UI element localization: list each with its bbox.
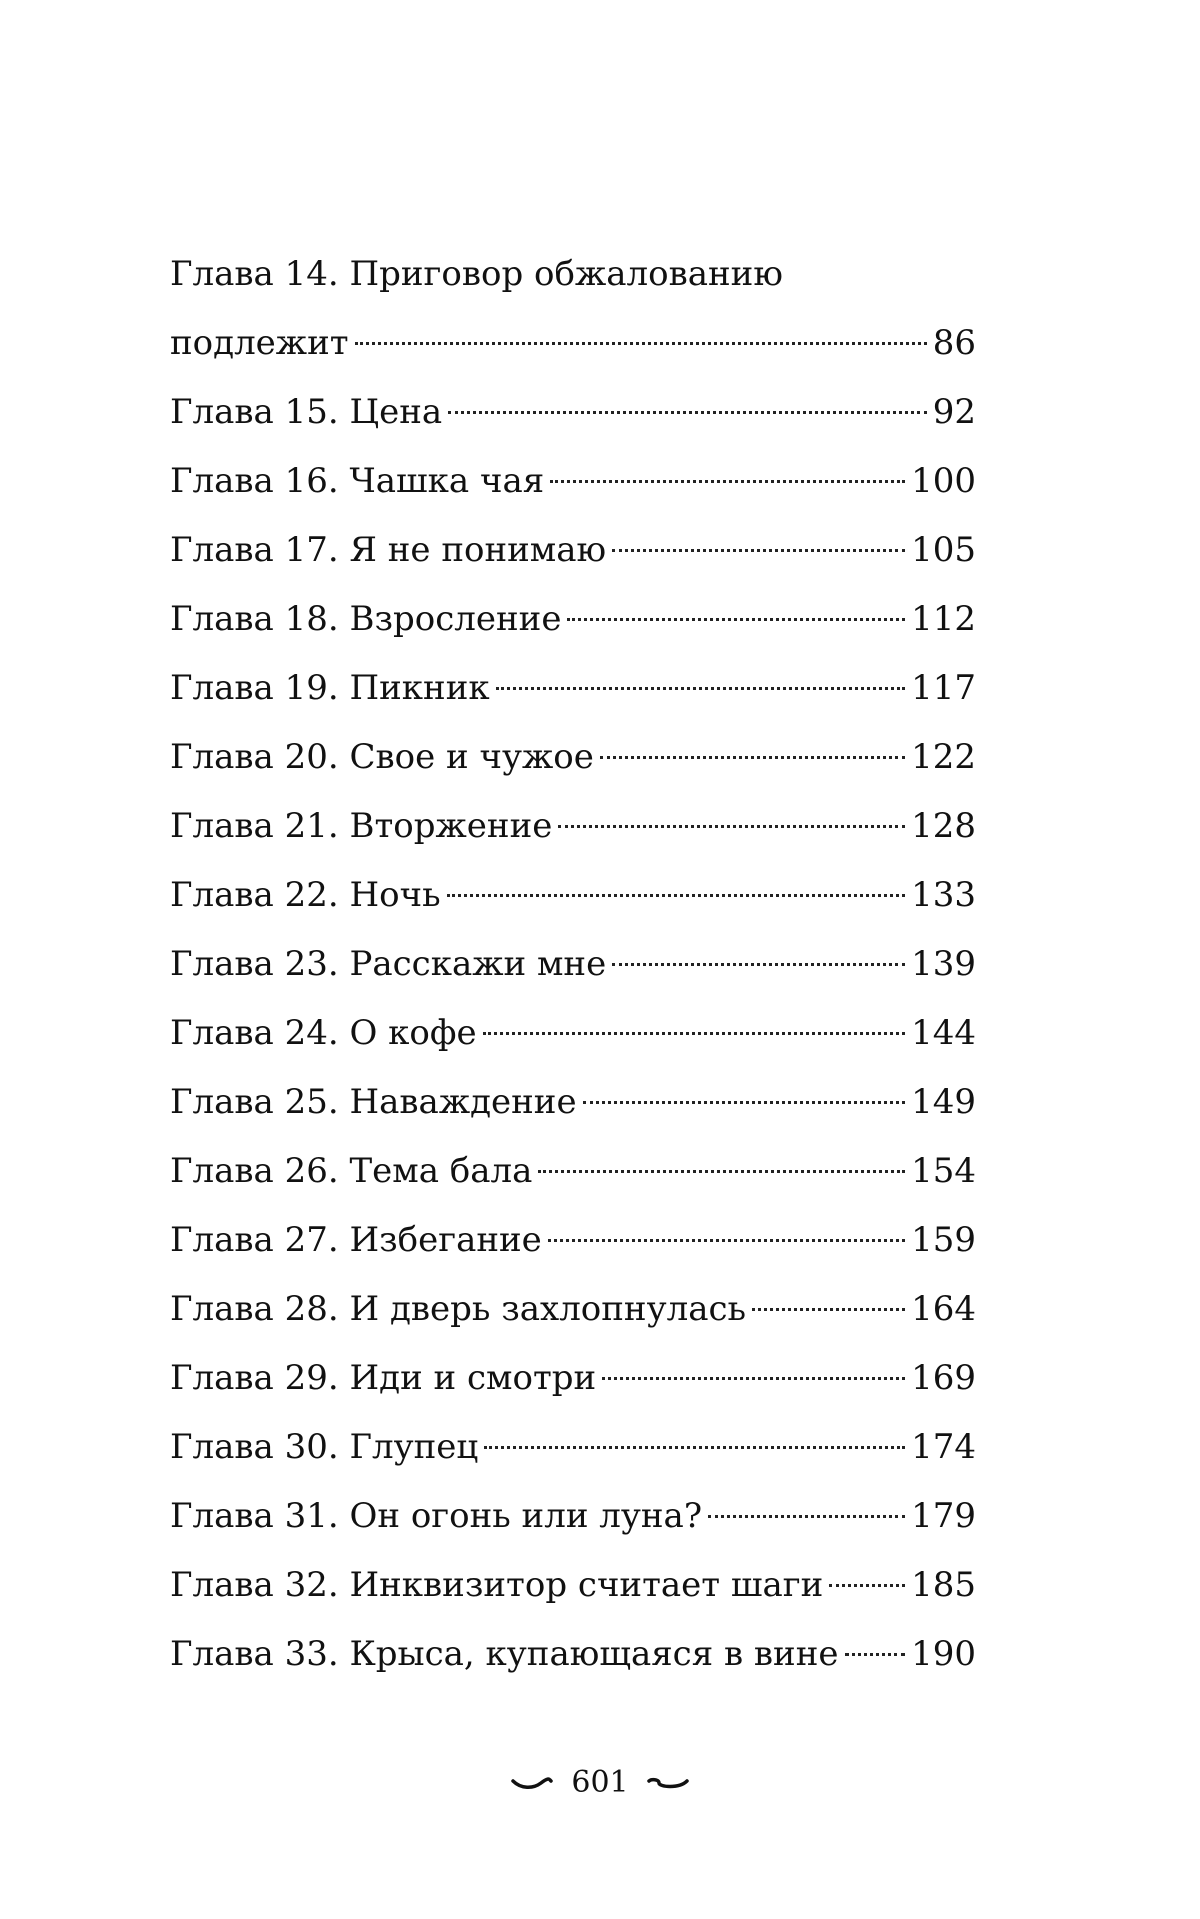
toc-entry bbox=[170, 516, 976, 585]
dot-leader bbox=[483, 1032, 905, 1035]
toc-entry-title: Глава 33. Крыса, купающаяся в вине bbox=[170, 1634, 839, 1674]
toc-entry bbox=[170, 999, 976, 1068]
table-of-contents bbox=[170, 240, 976, 1689]
page-footer bbox=[0, 1765, 1200, 1800]
dot-leader bbox=[708, 1515, 905, 1518]
toc-entry-title-line1 bbox=[170, 240, 976, 309]
toc-entry-title: Глава 28. И дверь захлопнулась bbox=[170, 1289, 747, 1329]
toc-entry-title: Глава 20. Свое и чужое bbox=[170, 737, 594, 777]
toc-entry-title: Глава 18. Взросление bbox=[170, 599, 562, 639]
toc-entry-title: Глава 30. Глупец bbox=[170, 1427, 479, 1467]
toc-entry-title: Глава 27. Избегание bbox=[170, 1220, 542, 1260]
toc-entry-title: подлежит bbox=[170, 323, 349, 363]
toc-entry-page: 190 bbox=[911, 1634, 976, 1674]
toc-entry-page: 112 bbox=[911, 599, 976, 639]
dot-leader bbox=[558, 825, 905, 828]
toc-entry bbox=[170, 723, 976, 792]
toc-entry-title: Глава 21. Вторжение bbox=[170, 806, 553, 846]
dot-leader bbox=[829, 1584, 905, 1587]
toc-entry-title: Глава 19. Пикник bbox=[170, 668, 490, 708]
dot-leader bbox=[550, 480, 905, 483]
toc-entry-page: 164 bbox=[911, 1289, 976, 1329]
toc-entry-page: 128 bbox=[911, 806, 976, 846]
toc-entry-title: Глава 29. Иди и смотри bbox=[170, 1358, 597, 1398]
toc-entry bbox=[170, 1413, 976, 1482]
toc-entry bbox=[170, 861, 976, 930]
toc-entry bbox=[170, 1206, 976, 1275]
dot-leader bbox=[612, 963, 905, 966]
toc-entry-page: 122 bbox=[911, 737, 976, 777]
toc-entry bbox=[170, 1068, 976, 1137]
toc-entry bbox=[170, 930, 976, 999]
toc-entry-page: 144 bbox=[911, 1013, 976, 1053]
toc-entry bbox=[170, 378, 976, 447]
dot-leader bbox=[602, 1377, 905, 1380]
toc-entry bbox=[170, 240, 976, 378]
toc-entry-title: Глава 22. Ночь bbox=[170, 875, 441, 915]
toc-entry-page: 159 bbox=[911, 1220, 976, 1260]
toc-entry-page: 149 bbox=[911, 1082, 976, 1122]
dot-leader bbox=[567, 618, 905, 621]
toc-entry bbox=[170, 1620, 976, 1689]
toc-entry-page: 139 bbox=[911, 944, 976, 984]
dot-leader bbox=[448, 411, 927, 414]
toc-entry-page: 100 bbox=[911, 461, 976, 501]
toc-entry-title: Глава 14. Приговор обжалованию bbox=[170, 254, 783, 294]
dot-leader bbox=[538, 1170, 905, 1173]
toc-entry bbox=[170, 1137, 976, 1206]
toc-entry bbox=[170, 792, 976, 861]
toc-entry-page: 154 bbox=[911, 1151, 976, 1191]
dot-leader bbox=[447, 894, 906, 897]
toc-entry-page: 169 bbox=[911, 1358, 976, 1398]
toc-entry-title: Глава 17. Я не понимаю bbox=[170, 530, 607, 570]
toc-entry-title: Глава 26. Тема бала bbox=[170, 1151, 533, 1191]
dot-leader bbox=[548, 1239, 905, 1242]
toc-entry-page: 105 bbox=[911, 530, 976, 570]
toc-entry bbox=[170, 447, 976, 516]
toc-entry bbox=[170, 585, 976, 654]
dot-leader bbox=[355, 342, 927, 345]
swash-icon bbox=[511, 1775, 553, 1791]
toc-entry-title: Глава 32. Инквизитор считает шаги bbox=[170, 1565, 824, 1605]
toc-entry-page: 92 bbox=[932, 392, 976, 432]
toc-entry-page: 86 bbox=[932, 323, 976, 363]
dot-leader bbox=[612, 549, 905, 552]
dot-leader bbox=[845, 1653, 906, 1656]
toc-entry-row bbox=[170, 309, 976, 378]
toc-entry-title: Глава 31. Он огонь или луна? bbox=[170, 1496, 703, 1536]
toc-entry bbox=[170, 654, 976, 723]
toc-entry-page: 174 bbox=[911, 1427, 976, 1467]
toc-entry-title: Глава 16. Чашка чая bbox=[170, 461, 545, 501]
dot-leader bbox=[583, 1101, 906, 1104]
swash-icon bbox=[647, 1775, 689, 1791]
toc-entry bbox=[170, 1551, 976, 1620]
toc-entry bbox=[170, 1275, 976, 1344]
dot-leader bbox=[484, 1446, 905, 1449]
toc-entry-title: Глава 15. Цена bbox=[170, 392, 443, 432]
dot-leader bbox=[752, 1308, 905, 1311]
page-number: 601 bbox=[571, 1765, 629, 1800]
toc-entry-page: 185 bbox=[911, 1565, 976, 1605]
toc-entry bbox=[170, 1344, 976, 1413]
toc-entry-page: 133 bbox=[911, 875, 976, 915]
toc-entry-title: Глава 23. Расскажи мне bbox=[170, 944, 607, 984]
toc-entry bbox=[170, 1482, 976, 1551]
toc-entry-page: 179 bbox=[911, 1496, 976, 1536]
toc-entry-title: Глава 25. Наваждение bbox=[170, 1082, 577, 1122]
dot-leader bbox=[600, 756, 905, 759]
toc-entry-title: Глава 24. О кофе bbox=[170, 1013, 477, 1053]
dot-leader bbox=[496, 687, 905, 690]
toc-entry-page: 117 bbox=[911, 668, 976, 708]
